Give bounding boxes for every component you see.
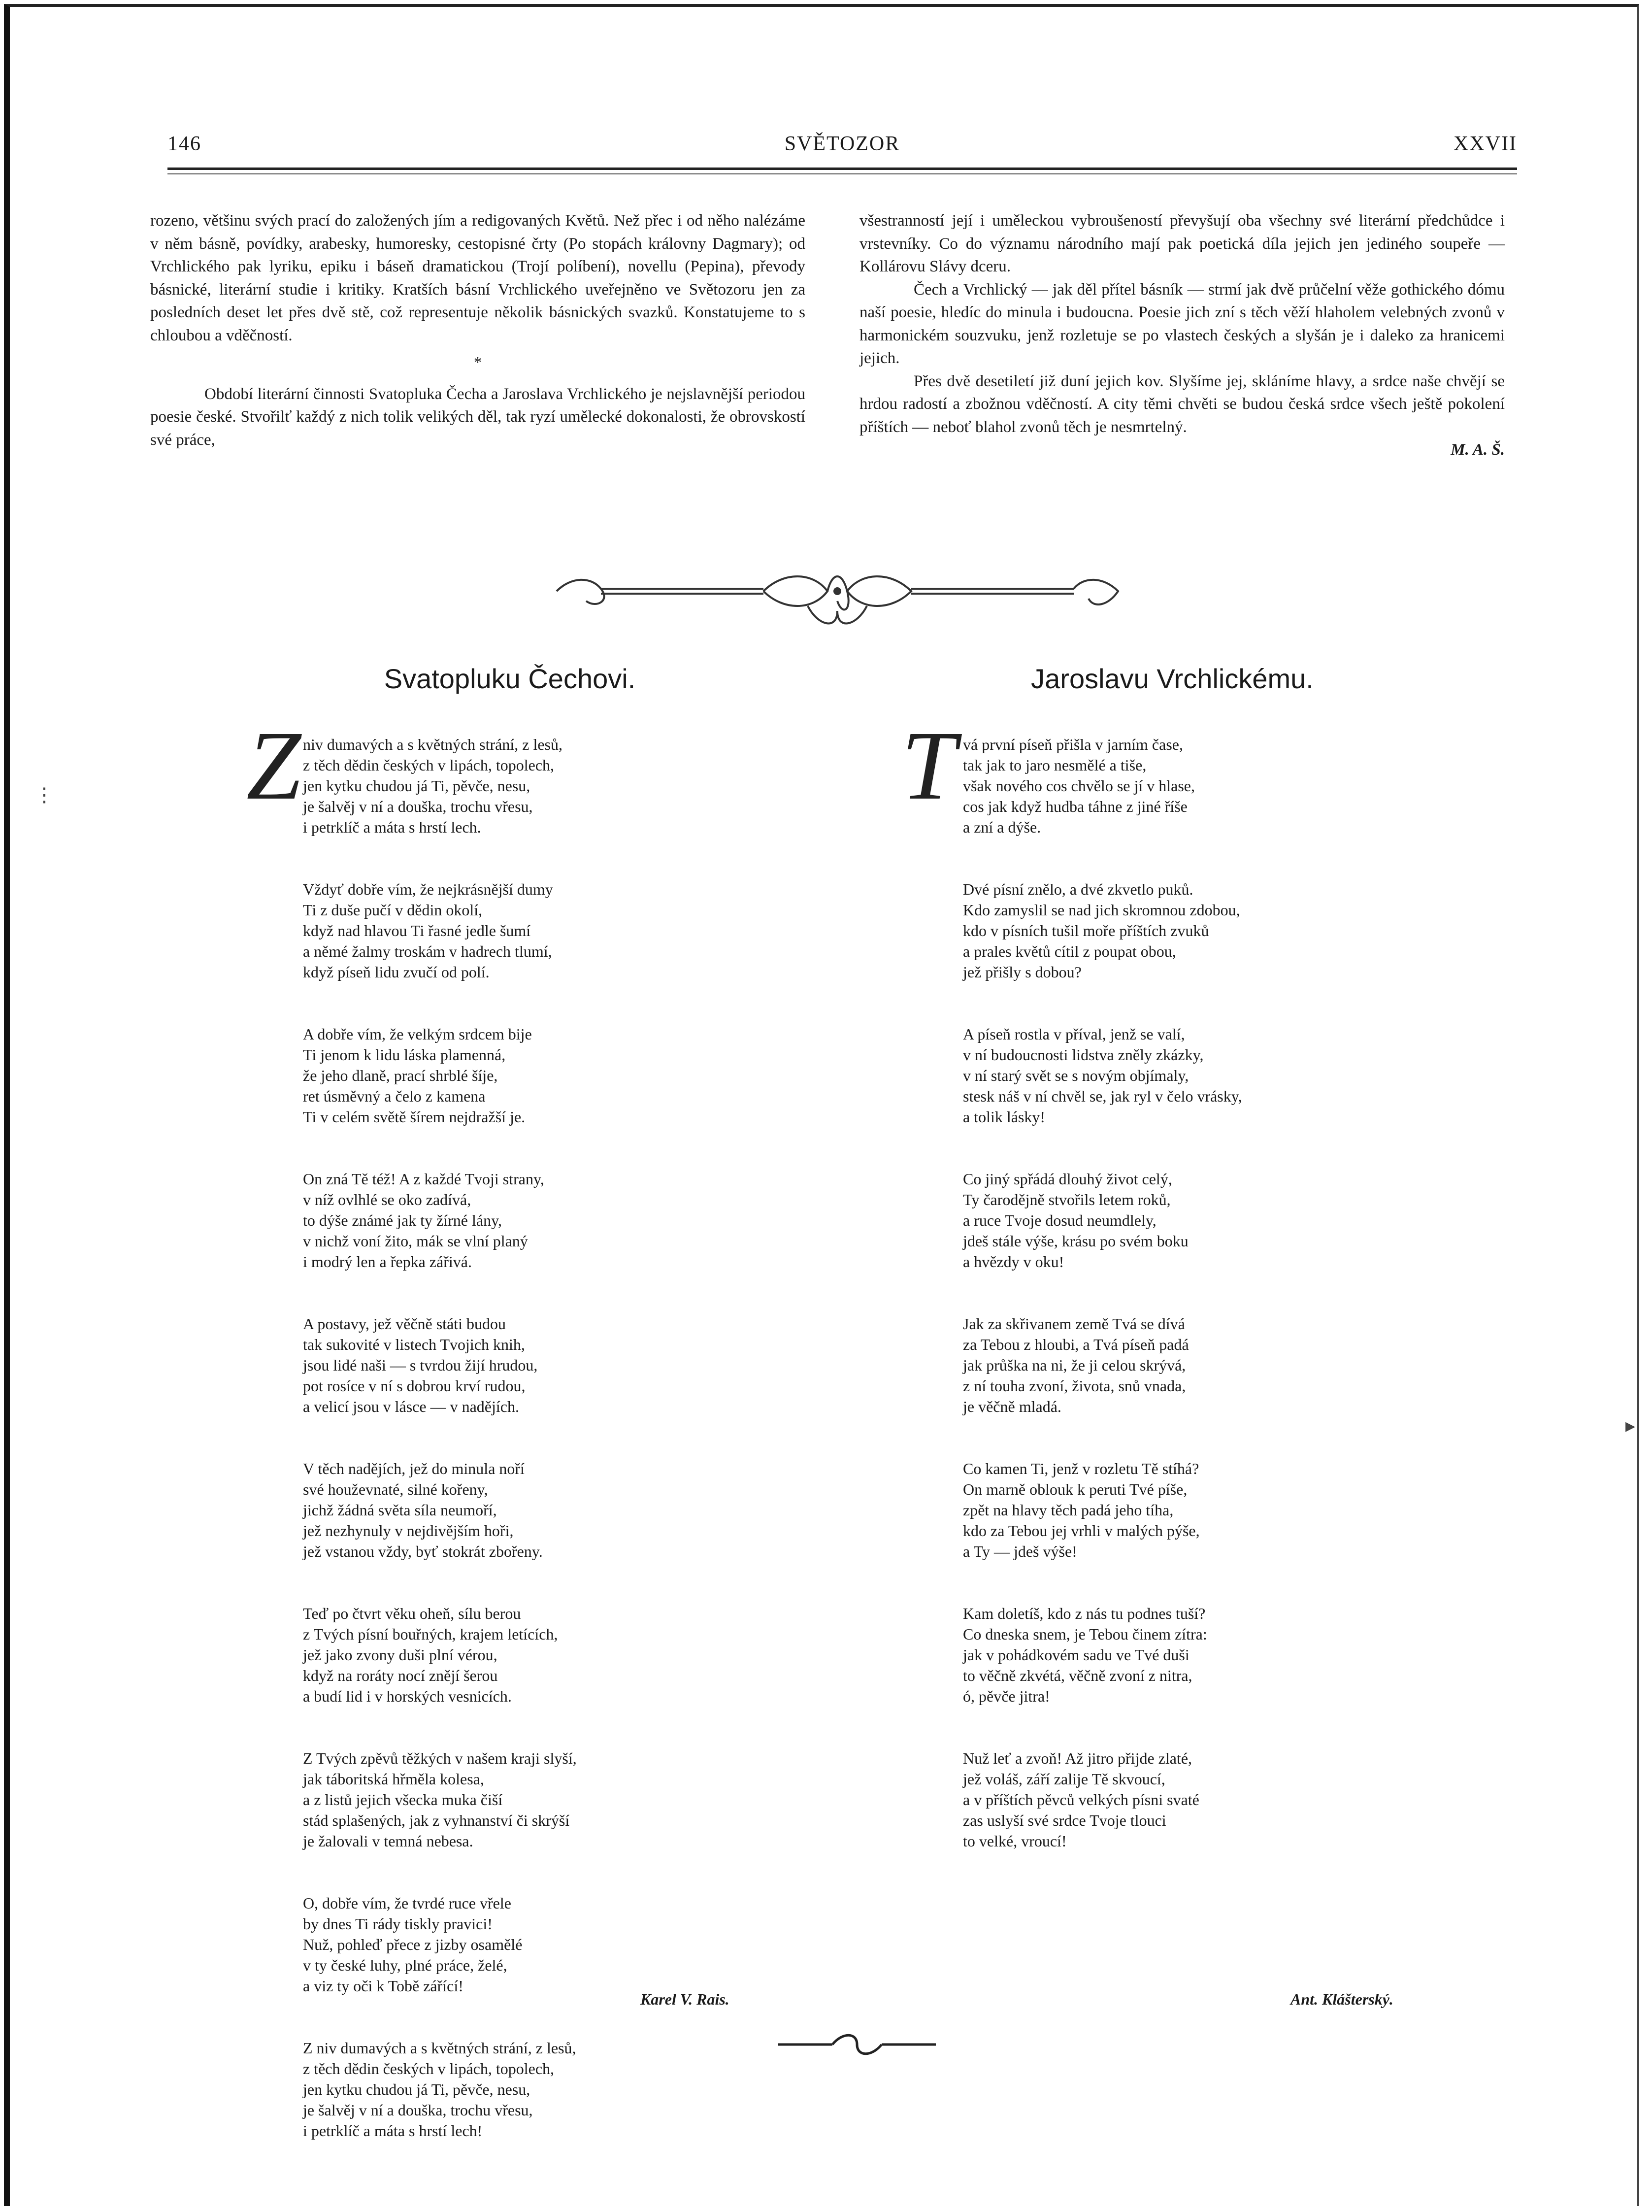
- poem-line: stád splašených, jak z vyhnanství či skrýší: [303, 1811, 570, 1829]
- poem-stanza: [303, 1603, 786, 1707]
- poem-line: a Ty — jdeš výše!: [963, 1542, 1077, 1560]
- poem-line: Vždyť dobře vím, že nejkrásnější dumy: [303, 880, 553, 898]
- tail-ornament-icon: [778, 2030, 936, 2059]
- poem-line: A píseň rostla v příval, jenž se valí,: [963, 1025, 1185, 1043]
- poem-line: jež jako zvony duši plní vérou,: [303, 1646, 497, 1664]
- decorative-divider-icon: [552, 562, 1123, 636]
- poem-line: cos jak když hudba táhne z jiné říše: [963, 798, 1188, 815]
- poem-right: [963, 734, 1455, 1893]
- poem-line: On marně oblouk k peruti Tvé píše,: [963, 1480, 1188, 1498]
- section-asterisk: *: [474, 353, 482, 371]
- prose-paragraph: Čech a Vrchlický — jak děl přítel básník — strmí jak dvě průčelní věže gothického dómu naší poesie, hledíc do minula i budoucna. Poesie jich zní s těch věží hlaholem velebných zvonů v harmonickém souzvuku, jenž rozletuje se po vlastech českých a slyšán je i daleko za hranicemi jejich.: [859, 280, 1505, 367]
- drop-cap-initial: T: [901, 711, 957, 820]
- poem-line: je věčně mladá.: [963, 1398, 1061, 1415]
- poem-line: a z listů jejich všecka muka čiší: [303, 1791, 503, 1809]
- poem-line: a viz ty oči k Tobě zářící!: [303, 1977, 463, 1995]
- poem-line: a budí lid i v horských vesnicích.: [303, 1687, 512, 1705]
- poem-stanza: [963, 1169, 1455, 1272]
- poem-line: tak jak to jaro nesmělé a tiše,: [963, 756, 1147, 774]
- poem-line: kdo za Tebou jej vrhli v malých pýše,: [963, 1522, 1200, 1540]
- poem-line: když nad hlavou Ti řasné jedle šumí: [303, 922, 531, 939]
- edge-speckle: ▸: [1625, 1414, 1636, 1437]
- poem-line: On zná Tě též! A z každé Tvoji strany,: [303, 1170, 544, 1188]
- poem-line: Dvé písní znělo, a dvé zkvetlo puků.: [963, 880, 1193, 898]
- poem-line: za Tebou z hloubi, a Tvá píseň padá: [963, 1336, 1189, 1353]
- poem-line: zas uslyší své srdce Tvoje tlouci: [963, 1811, 1166, 1829]
- poem-line: a ruce Tvoje dosud neumdlely,: [963, 1211, 1156, 1229]
- poem-line: jdeš stále výše, krásu po svém boku: [963, 1232, 1189, 1250]
- poem-stanza: [963, 734, 1455, 838]
- poem-line: A postavy, jež věčně státi budou: [303, 1315, 506, 1333]
- poem-line: Jak za skřivanem země Tvá se dívá: [963, 1315, 1185, 1333]
- prose-column-right: [859, 209, 1505, 462]
- prose-signature: M. A. Š.: [1451, 441, 1505, 459]
- poem-stanza: [963, 1458, 1455, 1562]
- poem-line: to dýše známé jak ty žírné lány,: [303, 1211, 502, 1229]
- poem-line: a hvězdy v oku!: [963, 1253, 1064, 1271]
- poem-line: ret úsměvný a čelo z kamena: [303, 1087, 486, 1105]
- poem-stanza: [963, 1748, 1455, 1851]
- drop-cap-initial: Z: [246, 711, 301, 820]
- poem-line: Co dneska snem, je Tebou činem zítra:: [963, 1625, 1207, 1643]
- poem-line: a tolik lásky!: [963, 1108, 1046, 1126]
- poem-line: Z Tvých zpěvů těžkých v našem kraji slyší,: [303, 1749, 577, 1767]
- poem-line: Ty čarodějně stvořils letem roků,: [963, 1191, 1171, 1208]
- poem-line: tak sukovité v listech Tvojich knih,: [303, 1336, 525, 1353]
- poem-line: jen kytku chudou já Ti, pěvče, nesu,: [303, 2080, 530, 2098]
- poem-line: jak průška na ni, že ji celou skrývá,: [963, 1356, 1186, 1374]
- poem-line: v nichž voní žito, mák se vlní planý: [303, 1232, 528, 1250]
- poem-stanza: [963, 1024, 1455, 1127]
- poem-line: jen kytku chudou já Ti, pěvče, nesu,: [303, 777, 530, 795]
- poem-line: stesk náš v ní chvěl se, jak ryl v čelo vrásky,: [963, 1087, 1242, 1105]
- poem-line: niv dumavých a s květných strání, z lesů,: [303, 736, 562, 753]
- poem-line: kdo v písních tušil moře příštích zvuků: [963, 922, 1209, 939]
- poem-left: [303, 734, 786, 2182]
- prose-paragraph: rozeno, většinu svých prací do založených jím a redigovaných Květů. Než přec i od něho nalézáme v něm básně, povídky, arabesky, humoresky, cestopisné črty (Po stopách královny Dagmary); od Vrchlického pak lyriku, epiku i báseň dramatickou (Trojí políbení), novellu (Pepina), převody básnické, literární studie i kritiky. Kratších básní Vrchlického uveřejněno ve Světozoru jen za posledních deset let přes dvě stě, což representuje několik básnických svazků. Konstatujeme to s chloubou a vděčností.: [150, 212, 805, 344]
- poem-line: v ty české luhy, plné práce, želé,: [303, 1956, 507, 1974]
- poem-line: vá první píseň přišla v jarním čase,: [963, 736, 1183, 753]
- poem-line: Kam doletíš, kdo z nás tu podnes tuší?: [963, 1605, 1206, 1622]
- poem-line: z ní touha zvoní, života, snů vnada,: [963, 1377, 1186, 1395]
- poem-line: své houževnaté, silné kořeny,: [303, 1480, 488, 1498]
- poem-line: jichž žádná světa síla neumoří,: [303, 1501, 497, 1519]
- poem-line: je žalovali v temná nebesa.: [303, 1832, 473, 1850]
- edge-speckle: ⋮: [34, 784, 54, 806]
- poem-line: Co kamen Ti, jenž v rozletu Tě stíhá?: [963, 1460, 1199, 1477]
- poem-line: zpět na hlavy těch padá jeho tíha,: [963, 1501, 1174, 1519]
- poem-line: to velké, vroucí!: [963, 1832, 1067, 1850]
- poem-line: Ti z duše pučí v dědin okolí,: [303, 901, 483, 919]
- poem-line: a v příštích pěvců velkých písni svaté: [963, 1791, 1199, 1809]
- poem-line: v níž ovlhlé se oko zadívá,: [303, 1191, 471, 1208]
- poem-stanza: [303, 2038, 786, 2141]
- poem-line: a němé žalmy troskám v hadrech tlumí,: [303, 942, 552, 960]
- poem-line: Nuž leť a zvoň! Až jitro přijde zlaté,: [963, 1749, 1192, 1767]
- poem-line: však nového cos chvělo se jí v hlase,: [963, 777, 1195, 795]
- poem-line: jež nezhynuly v nejdivějším hoři,: [303, 1522, 514, 1540]
- poem-line: to věčně zkvétá, věčně zvoní z nitra,: [963, 1667, 1192, 1684]
- poem-line: že jeho dlaně, prací shrblé šíje,: [303, 1067, 498, 1084]
- poem-line: a velicí jsou v lásce — v nadějích.: [303, 1398, 519, 1415]
- poem-line: V těch nadějích, jež do minula noří: [303, 1460, 525, 1477]
- prose-paragraph: všestranností její i uměleckou vybroušeností převyšují oba všechny své literární předchůdce i vrstevníky. Co do významu národního mají pak poetická díla jejich jen jediného soupeře — Kollárovu Slávy dceru.: [859, 212, 1505, 275]
- poem-line: jež přišly s dobou?: [963, 963, 1082, 981]
- prose-paragraph: Přes dvě desetiletí již duní jejich kov. Slyšíme jej, skláníme hlavy, a srdce naše chvějí se hrdou radostí a zbožnou vděčností. A city těmi chvěti se budou česká srdce všech ještě pokolení příštích — neboť blahol zvonů těch je nesmrtelný.: [859, 372, 1505, 436]
- poem-line: by dnes Ti rády tiskly pravici!: [303, 1915, 493, 1933]
- poem-line: i petrklíč a máta s hrstí lech!: [303, 2122, 483, 2140]
- poem-line: jak táboritská hřměla kolesa,: [303, 1770, 484, 1788]
- poem-stanza: [303, 1748, 786, 1851]
- poem-line: jež voláš, září zalije Tě skvoucí,: [963, 1770, 1165, 1788]
- poem-stanza: [303, 734, 786, 838]
- poem-line: Nuž, pohleď přece z jizby osamělé: [303, 1936, 523, 1953]
- poem-line: A dobře vím, že velkým srdcem bije: [303, 1025, 532, 1043]
- poem-line: z těch dědin českých v lipách, topolech,: [303, 2060, 555, 2078]
- poem-line: když na roráty nocí znějí šerou: [303, 1667, 498, 1684]
- poem-line: je šalvěj v ní a douška, trochu vřesu,: [303, 798, 533, 815]
- poem-stanza: [963, 1313, 1455, 1417]
- header-rule: [167, 168, 1517, 174]
- poem-stanza: [303, 1313, 786, 1417]
- poem-line: O, dobře vím, že tvrdé ruce vřele: [303, 1894, 511, 1912]
- poem-line: v ní budoucnosti lidstva zněly zkázky,: [963, 1046, 1204, 1064]
- poem-author-left: Karel V. Rais.: [640, 1990, 729, 2008]
- poem-stanza: [303, 1893, 786, 1996]
- poem-stanza: [303, 879, 786, 982]
- journal-title: SVĚTOZOR: [784, 133, 900, 155]
- poem-line: Teď po čtvrt věku oheň, sílu berou: [303, 1605, 521, 1622]
- poem-stanza: [303, 1169, 786, 1272]
- poem-line: jak v pohádkovém sadu ve Tvé duši: [963, 1646, 1189, 1664]
- poem-line: ó, pěvče jitra!: [963, 1687, 1050, 1705]
- poem-line: Z niv dumavých a s květných strání, z lesů,: [303, 2039, 576, 2057]
- poem-line: Co jiný spřádá dlouhý život celý,: [963, 1170, 1172, 1188]
- poem-line: Kdo zamyslil se nad jich skromnou zdobou,: [963, 901, 1240, 919]
- poem-line: z těch dědin českých v lipách, topolech,: [303, 756, 555, 774]
- running-header: [167, 132, 1517, 162]
- poem-line: v ní starý svět se s novým objímaly,: [963, 1067, 1189, 1084]
- prose-column-left: [150, 209, 805, 451]
- prose-paragraph: Období literární činnosti Svatopluka Čecha a Jaroslava Vrchlického je nejslavnější periodou poesie české. Stvořilť každý z nich tolik velikých děl, tak ryzí umělecké dokonalosti, že obrovskostí své práce,: [150, 385, 805, 449]
- poem-line: když píseň lidu zvučí od polí.: [303, 963, 490, 981]
- poem-title-right: Jaroslavu Vrchlickému.: [1031, 663, 1314, 694]
- poem-line: i modrý len a řepka zářivá.: [303, 1253, 472, 1271]
- poem-author-right: Ant. Klášterský.: [1290, 1990, 1393, 2008]
- poem-line: jež vstanou vždy, byť stokrát zbořeny.: [303, 1542, 543, 1560]
- poem-line: je šalvěj v ní a douška, trochu vřesu,: [303, 2101, 533, 2119]
- poem-stanza: [963, 879, 1455, 982]
- poem-line: i petrklíč a máta s hrstí lech.: [303, 818, 481, 836]
- poem-line: a prales květů cítil z poupat obou,: [963, 942, 1176, 960]
- volume-number: XXVII: [1454, 133, 1517, 155]
- poem-stanza: [963, 1603, 1455, 1707]
- poem-line: pot rosíce v ní s dobrou krví rudou,: [303, 1377, 526, 1395]
- poem-line: Ti v celém světě šírem nejdražší je.: [303, 1108, 526, 1126]
- poem-line: Ti jenom k lidu láska plamenná,: [303, 1046, 506, 1064]
- poem-stanza: [303, 1458, 786, 1562]
- page-number: 146: [167, 133, 201, 155]
- poem-title-left: Svatopluku Čechovi.: [384, 663, 636, 694]
- poem-line: jsou lidé naši — s tvrdou žijí hrudou,: [303, 1356, 538, 1374]
- poem-stanza: [303, 1024, 786, 1127]
- poem-line: z Tvých písní bouřných, krajem letících,: [303, 1625, 558, 1643]
- poem-line: a zní a dýše.: [963, 818, 1041, 836]
